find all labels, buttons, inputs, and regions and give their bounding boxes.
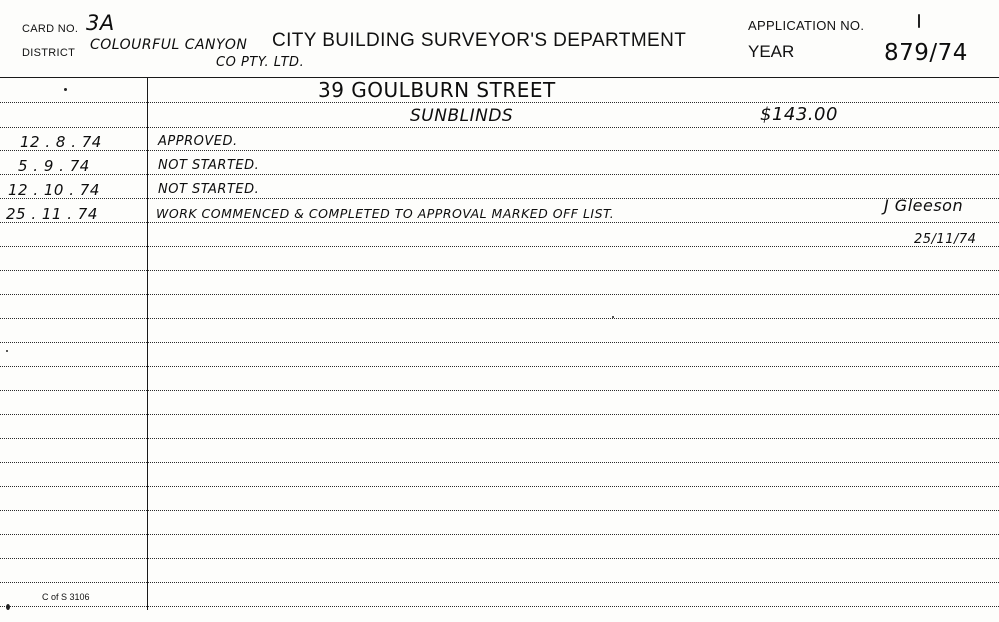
district-label: DISTRICT — [22, 47, 76, 59]
entry-date: 12 . 10 . 74 — [8, 181, 100, 199]
card-no-value: 3A — [86, 11, 115, 35]
form-code: C of S 3106 — [42, 592, 90, 602]
ruled-line — [0, 174, 999, 175]
fee-amount: $143.00 — [760, 104, 838, 125]
district-value-line2: CO PTY. LTD. — [216, 55, 305, 70]
ruled-line — [0, 342, 999, 343]
ruled-line — [0, 127, 999, 128]
scan-speck — [612, 316, 614, 318]
entry-text: NOT STARTED. — [158, 158, 260, 173]
scan-speck — [6, 350, 8, 352]
ruled-line — [0, 486, 999, 487]
entry-text: NOT STARTED. — [158, 182, 260, 197]
ruled-line — [0, 198, 999, 199]
ruled-line — [0, 510, 999, 511]
ruled-line — [0, 390, 999, 391]
ruled-line — [0, 270, 999, 271]
work-description: SUNBLINDS — [410, 106, 514, 126]
ruled-line — [0, 534, 999, 535]
ruled-line — [0, 582, 999, 583]
entry-date: 12 . 8 . 74 — [20, 133, 102, 151]
district-value-line1: COLOURFUL CANYON — [90, 37, 248, 53]
signature-date: 25/11/74 — [914, 232, 977, 247]
year-value: 879/74 — [884, 40, 968, 66]
ruled-line — [0, 558, 999, 559]
entry-date: 25 . 11 . 74 — [6, 205, 98, 223]
ruled-line — [0, 246, 999, 247]
department-title: CITY BUILDING SURVEYOR'S DEPARTMENT — [272, 30, 687, 51]
entry-text: APPROVED. — [158, 134, 238, 149]
scan-speck — [918, 14, 920, 28]
street-address: 39 GOULBURN STREET — [318, 78, 556, 102]
scan-speck — [64, 88, 67, 91]
ruled-line — [0, 438, 999, 439]
date-column-divider — [147, 77, 148, 610]
signature: J Gleeson — [884, 196, 964, 215]
entry-date: 5 . 9 . 74 — [18, 157, 90, 175]
application-no-label: APPLICATION NO. — [748, 18, 865, 33]
ruled-line — [0, 366, 999, 367]
ruled-line — [0, 222, 999, 223]
ruled-line — [0, 606, 999, 607]
card-no-label: CARD NO. — [22, 23, 79, 35]
ruled-line — [0, 150, 999, 151]
ruled-line — [0, 294, 999, 295]
ruled-line — [0, 318, 999, 319]
ruled-line — [0, 102, 999, 103]
ruled-line — [0, 462, 999, 463]
ruled-line — [0, 414, 999, 415]
scan-speck — [6, 604, 10, 610]
year-label: YEAR — [748, 42, 795, 61]
entry-text: WORK COMMENCED & COMPLETED TO APPROVAL MARKED OFF LIST. — [156, 206, 615, 221]
